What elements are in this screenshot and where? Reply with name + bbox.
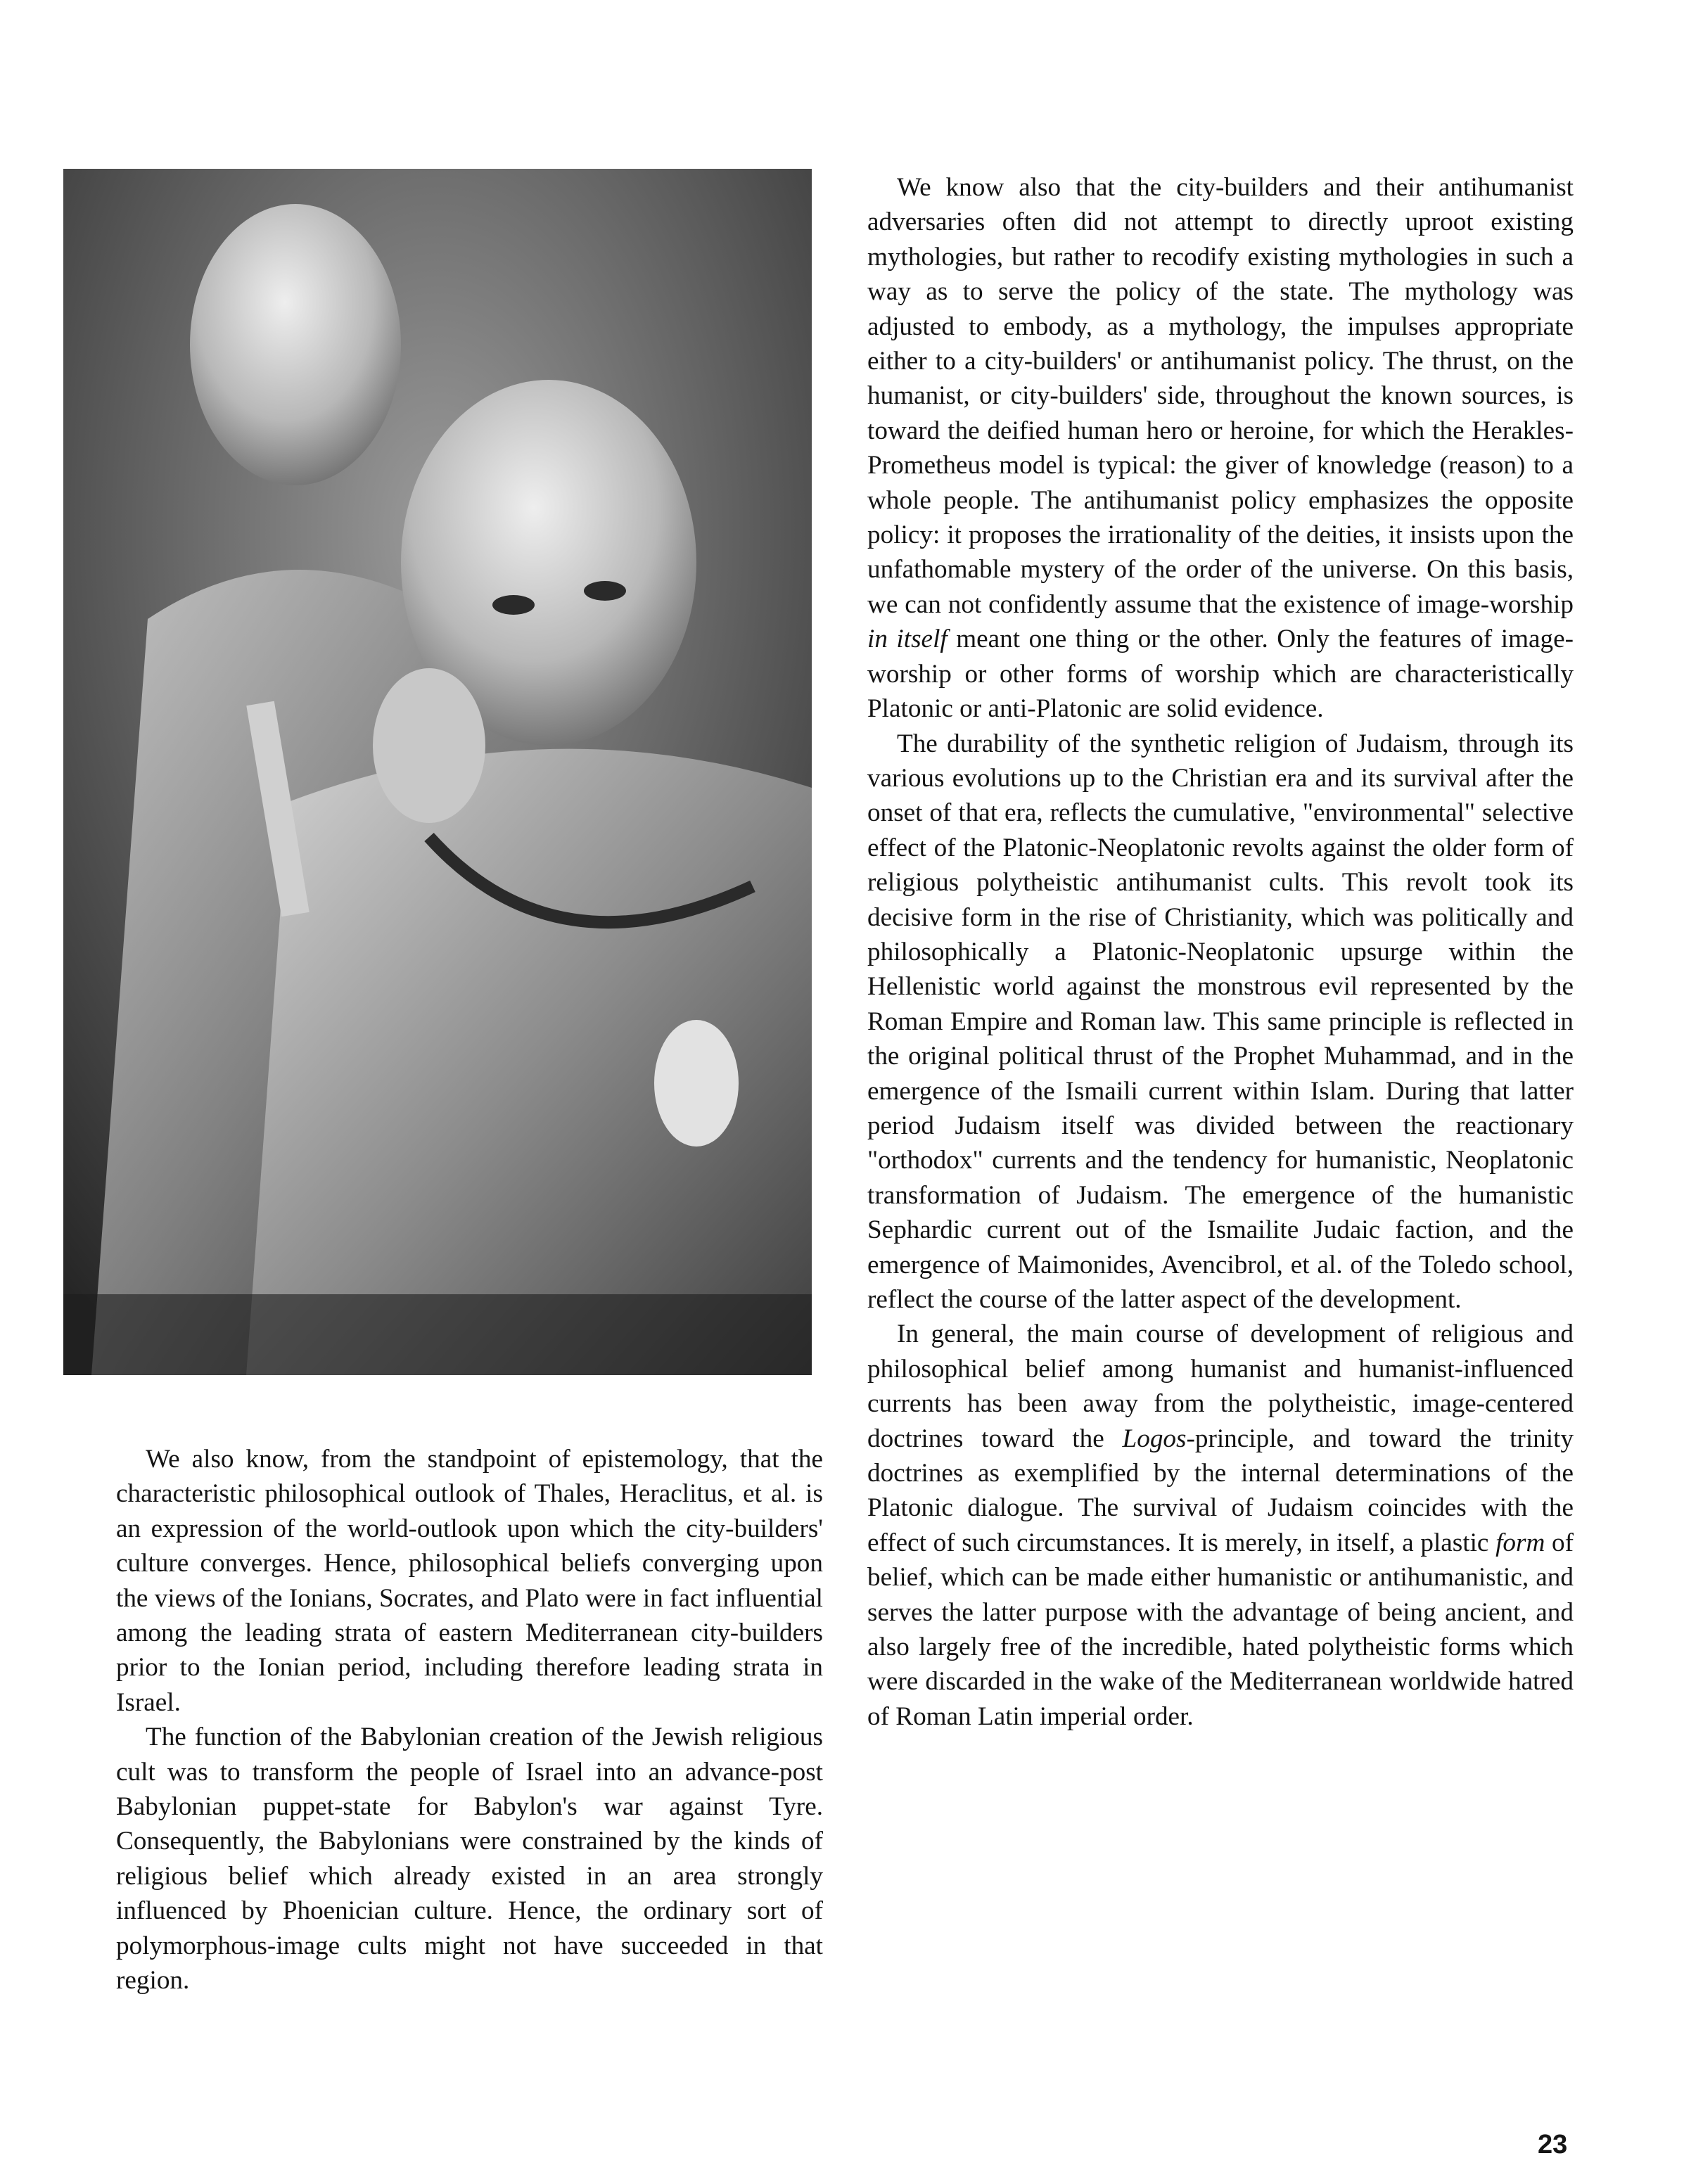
paragraph: [867, 1317, 1574, 1734]
paragraph: The durability of the synthetic religion of Judaism, through its various evolutions up to the Christian era and its survival after the onset of that era, reflects the cumulative, "environmental" selective effect of the Platonic-Neoplatonic revolts against the older form of religious polytheistic antihumanist cults. This revolt took its decisive form in the rise of Christianity, which was politically and philosophically a Platonic-Neoplatonic upsurge within the Hellenistic world against the monstrous evil represented by the Roman Empire and Roman law. This same principle is reflected in the original political thrust of the Prophet Muhammad, and in the emergence of the Ismaili current within Islam. During that latter period Judaism itself was divided between the reactionary "orthodox" currents and the tendency for humanistic, Neoplatonic transformation of Judaism. The emergence of the humanistic Sephardic current out of the Ismailite Judaic faction, and the emergence of Maimonides, Avencibrol, et al. of the Toledo school, reflect the course of the latter aspect of the development.: [867, 729, 1574, 1314]
paragraph: The function of the Babylonian creation of the Jewish religious cult was to transform the people of Israel into an advance-post Babylonian puppet-state for Babylon's war against Tyre. Consequently, the Babylonians were constrained by the kinds of religious belief which already existed in an area strongly influenced by Phoenician culture. Hence, the ordinary sort of polymorphous-image cults might not have succeeded in that region.: [116, 1723, 823, 1995]
text-run: We know also that the city-builders and their antihumanist adversaries often did not attempt to directly uproot existing mythologies, but rather to recodify existing mythologies in such a way as to serve the policy of the state. The mythology was adjusted to embody, as a mythology, the impulses appropriate either to a city-builders' or antihumanist policy. The thrust, on the humanist, or city-builders' side, throughout the known sources, is toward the deified human hero or heroine, for which the Herakles-Prometheus model is typical: the giver of knowledge (reason) to a whole people. The antihumanist policy emphasizes the opposite policy: it proposes the irrationality of the deities, it insists upon the unfathomable mystery of the order of the universe. On this basis, we can not confidently assume that the existence of image-worship: [867, 173, 1574, 619]
text-run: meant one thing or the other. Only the features of image-worship or other forms of worship which are characteristically Platonic or anti-Platonic are solid evidence.: [867, 625, 1574, 724]
emphasis-text: form: [1495, 1528, 1545, 1557]
left-text-column: [116, 1442, 823, 1998]
photograph-two-men: [63, 169, 812, 1375]
text-run: of belief, which can be made either humanistic or antihumanistic, and serves the latter purpose with the advantage of being ancient, and also largely free of the incredible, hated polytheistic forms which were discarded in the wake of the Mediterranean worldwide hatred of Roman Latin imperial order.: [867, 1528, 1574, 1731]
right-text-column: [867, 170, 1574, 1734]
paragraph: We also know, from the standpoint of epistemology, that the characteristic philosophical outlook of Thales, Heraclitus, et al. is an expression of the world-outlook upon which the city-builders' culture converges. Hence, philosophical beliefs converging upon the views of the Ionians, Socrates, and Plato were in fact influential among the leading strata of eastern Mediterranean city-builders prior to the Ionian period, including therefore leading strata in Israel.: [116, 1445, 823, 1717]
paragraph: [867, 170, 1574, 727]
photograph-two-men-icon: [63, 169, 812, 1375]
text-run: In general, the main course of development of religious and philosophical belief among humanist and humanist-influenced currents has been away from the polytheistic, image-centered doctrines toward the: [867, 1320, 1574, 1453]
emphasis-text: Logos: [1122, 1424, 1187, 1453]
emphasis-text: in itself: [867, 625, 948, 654]
text-run: -principle, and toward the trinity doctrines as exemplified by the internal determinations of the Platonic dialogue. The survival of Judaism coincides with the effect of such circumstances. It is merely, in itself, a plastic: [867, 1424, 1574, 1557]
page-number: 23: [1538, 2130, 1568, 2159]
